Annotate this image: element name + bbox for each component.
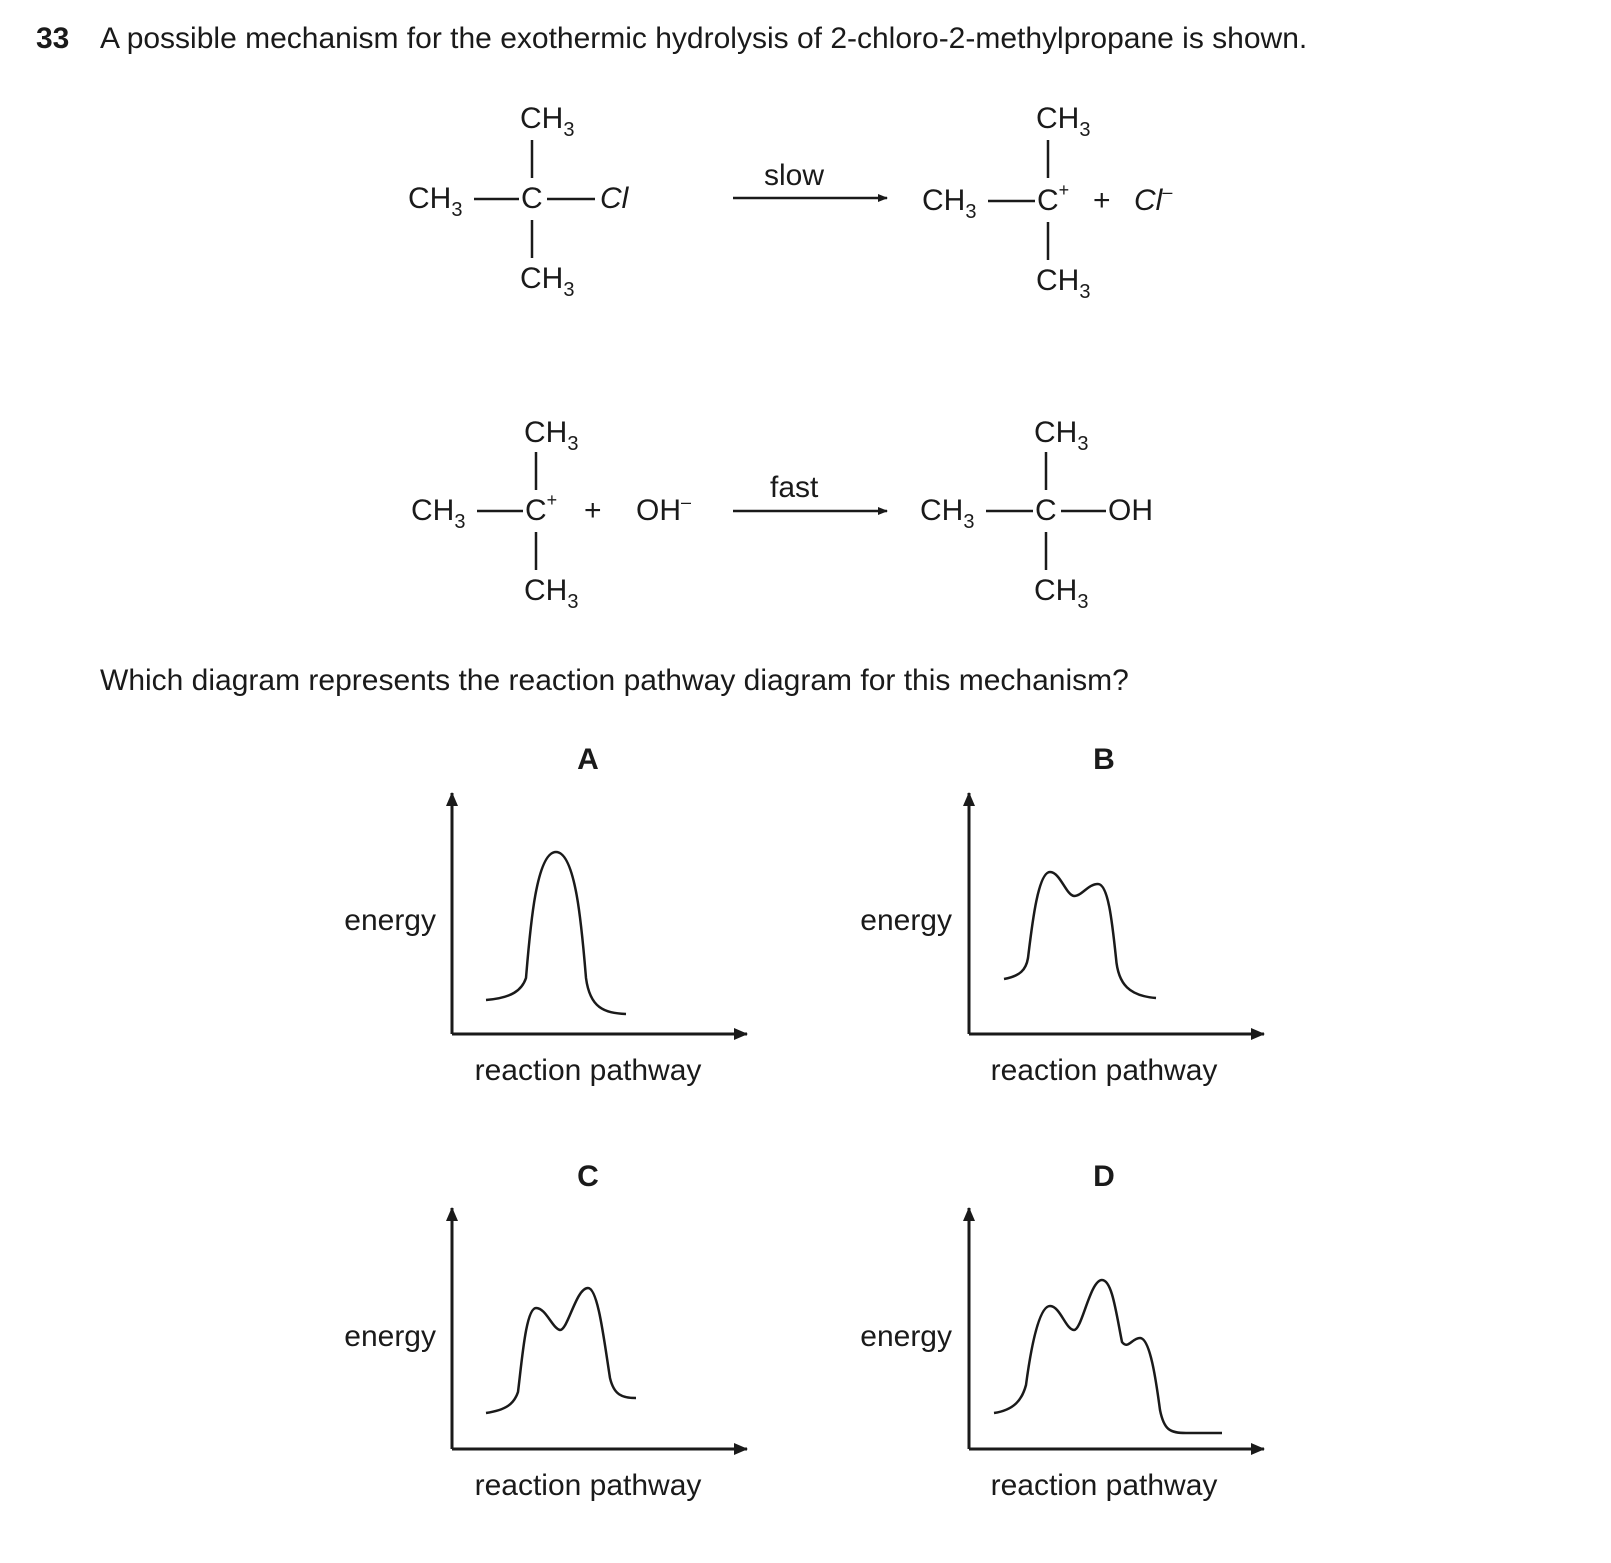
energy-label: energy xyxy=(344,904,436,937)
option-letter: A xyxy=(577,743,599,776)
ch3-top: $CH_3$ xyxy=(1034,416,1089,455)
energy-label: energy xyxy=(344,1320,436,1353)
hydroxyl-group: OH xyxy=(1108,494,1153,527)
option-d[interactable] xyxy=(860,1160,1264,1502)
pathway-label: reaction pathway xyxy=(990,1054,1218,1087)
energy-profile-curve xyxy=(1004,872,1156,998)
central-carbon: C xyxy=(521,182,543,215)
pathway-label: reaction pathway xyxy=(474,1469,702,1502)
question-text: A possible mechanism for the exothermic hydrolysis of 2-chloro-2-methylpropane is shown. xyxy=(100,22,1308,55)
ch3-bottom: $CH_3$ xyxy=(520,262,575,301)
chlorine-atom: Cl xyxy=(600,182,629,215)
product-methylpropanol xyxy=(920,416,1153,613)
ch3-top: $CH_3$ xyxy=(524,416,579,455)
option-a[interactable] xyxy=(344,743,747,1087)
carbocation-carbon: C+ xyxy=(525,490,558,527)
reactant-chloro-methylpropane xyxy=(408,102,630,301)
option-letter: D xyxy=(1093,1160,1115,1193)
ch3-top: $CH_3$ xyxy=(1036,102,1091,141)
option-c[interactable] xyxy=(344,1160,747,1502)
question-number: 33 xyxy=(36,22,70,55)
energy-label: energy xyxy=(860,1320,952,1353)
ch3-top: $CH_3$ xyxy=(520,102,575,141)
fast-label: fast xyxy=(770,471,819,504)
ch3-left: $CH_3$ xyxy=(411,494,466,533)
pathway-label: reaction pathway xyxy=(990,1469,1218,1502)
energy-profile-curve xyxy=(994,1280,1222,1433)
plus-sign-1: + xyxy=(1093,184,1111,217)
option-letter: B xyxy=(1093,743,1115,776)
ch3-bottom: $CH_3$ xyxy=(1036,264,1091,303)
slow-label: slow xyxy=(764,159,825,192)
product-carbocation-1 xyxy=(922,102,1090,303)
option-letter: C xyxy=(577,1160,599,1193)
ch3-bottom: $CH_3$ xyxy=(1034,574,1089,613)
ch3-left: $CH_3$ xyxy=(408,182,463,221)
energy-profile-curve xyxy=(486,1288,636,1413)
pathway-label: reaction pathway xyxy=(474,1054,702,1087)
reactant-carbocation-2 xyxy=(411,416,578,613)
carbocation-carbon: C+ xyxy=(1037,180,1070,217)
question-prompt: Which diagram represents the reaction pathway diagram for this mechanism? xyxy=(100,664,1129,697)
plus-sign-2: + xyxy=(584,494,602,527)
ch3-left: $CH_3$ xyxy=(922,184,977,223)
ch3-bottom: $CH_3$ xyxy=(524,574,579,613)
energy-profile-curve xyxy=(486,852,626,1014)
central-carbon: C xyxy=(1035,494,1057,527)
hydroxide-ion: OH– xyxy=(636,492,692,527)
ch3-left: $CH_3$ xyxy=(920,494,975,533)
energy-label: energy xyxy=(860,904,952,937)
chloride-ion: Cl– xyxy=(1134,182,1173,217)
option-b[interactable] xyxy=(860,743,1264,1087)
